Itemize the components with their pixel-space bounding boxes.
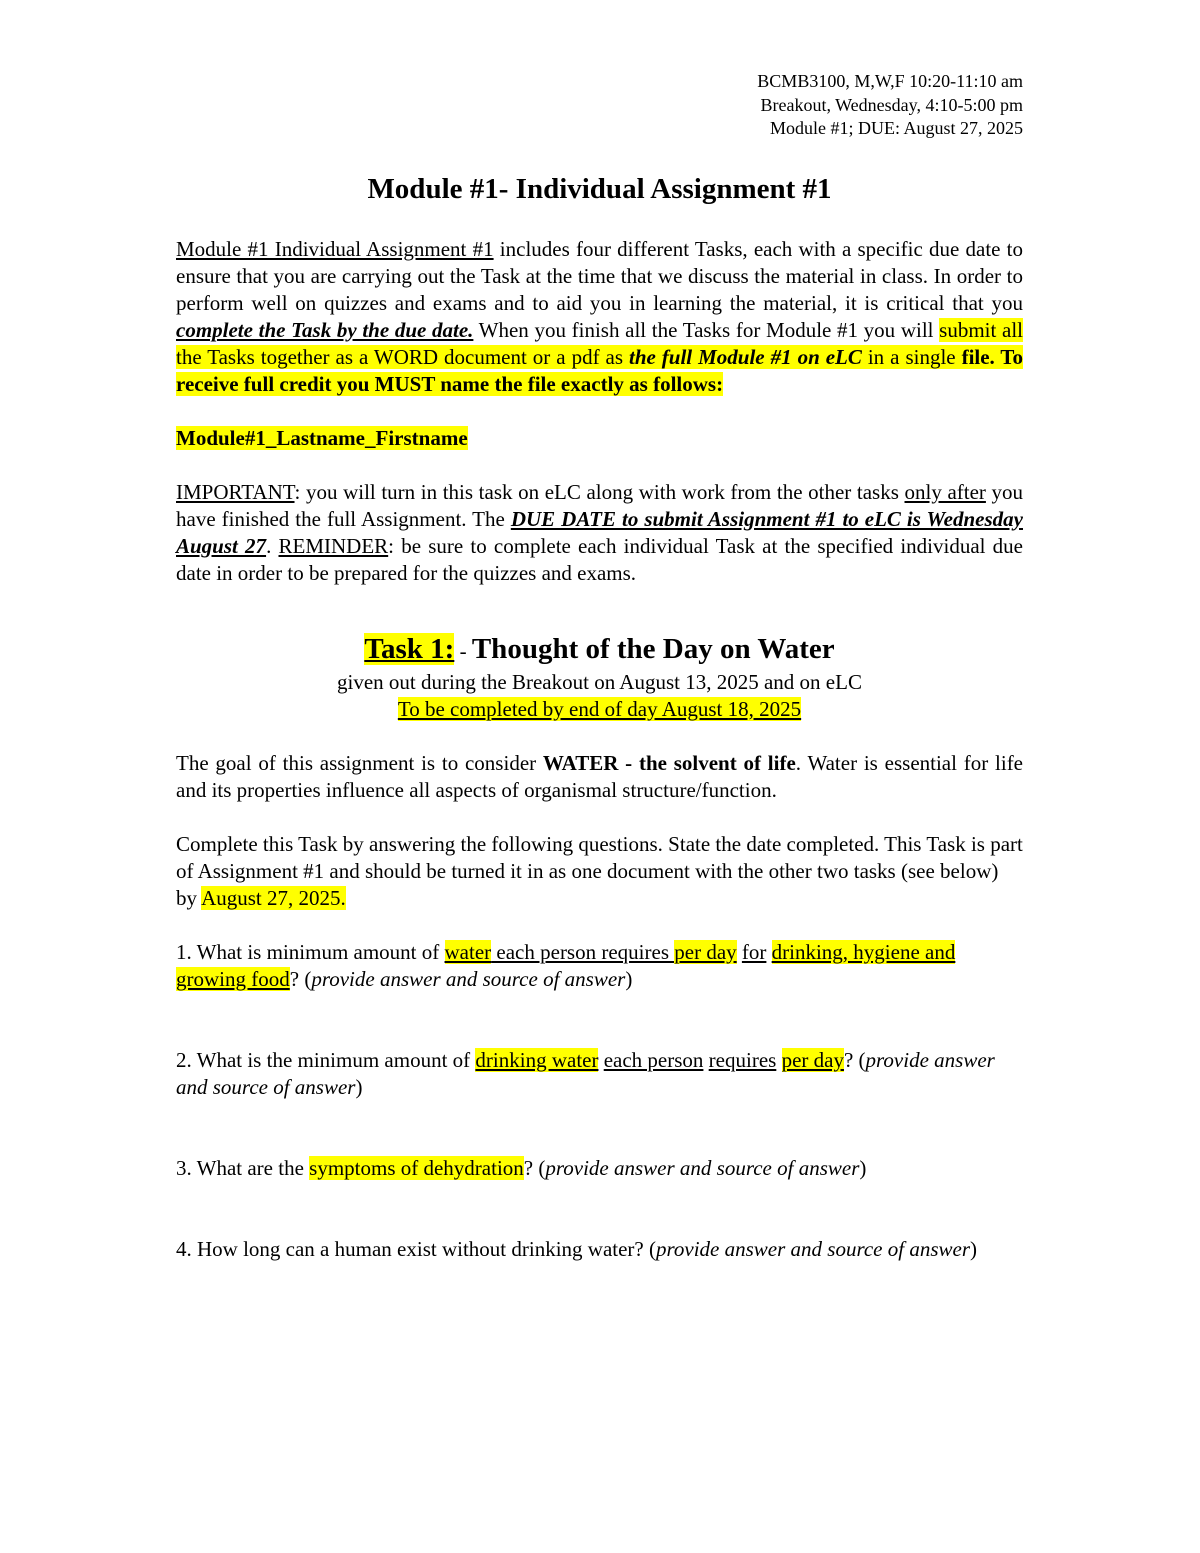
header-line-course: BCMB3100, M,W,F 10:20-11:10 am: [757, 71, 1023, 91]
important-paragraph: [176, 479, 1023, 587]
highlight-per-day: per day: [781, 1047, 844, 1072]
question-2: [176, 1047, 1023, 1101]
submission-due-date: DUE DATE to submit Assignment #1 to eLC is Wednesday August 27: [176, 506, 1023, 558]
highlight-full-module: the full Module #1 on eLC: [629, 344, 862, 369]
question-text: ): [355, 1074, 363, 1099]
highlight-text: in a single: [861, 344, 962, 369]
question-text: [776, 1048, 781, 1072]
page-title: Module #1- Individual Assignment #1: [367, 172, 832, 205]
answer-instruction: provide answer and source of answer: [311, 966, 626, 991]
reminder-label: REMINDER: [278, 533, 389, 558]
highlight-water: water: [444, 939, 492, 964]
task-due-line: [176, 696, 1023, 723]
goal-paragraph: [176, 750, 1023, 804]
task-title: Thought of the Day on Water: [471, 632, 835, 665]
important-text: .: [266, 533, 279, 558]
task-label: Task 1:: [364, 632, 455, 665]
question-text: 2. What is the minimum amount of: [176, 1047, 476, 1072]
goal-text: The goal of this assignment is to consider: [176, 750, 543, 775]
question-text: ): [859, 1155, 867, 1180]
question-text: ): [970, 1236, 977, 1261]
water-solvent-text: WATER - the solvent of life: [542, 750, 796, 775]
only-after-text: only after: [904, 479, 986, 504]
question-1: [176, 939, 1023, 993]
highlight-dehydration: symptoms of dehydration: [309, 1155, 524, 1180]
goal-text: . Water is essential for life and its properties influence all aspects of organismal structure/function.: [176, 750, 1024, 802]
intro-text: When you finish all the Tasks for Module #1 you will: [473, 317, 940, 342]
instructions-paragraph: [176, 831, 1023, 912]
due-date-emphasis: complete the Task by the due date.: [176, 317, 474, 342]
important-text: you have finished the full Assignment. The: [176, 479, 1024, 531]
instructions-text: Complete this Task by answering the following questions. State the date completed. This Task is part of Assignment #1 and should be turned it in as one document with the other two tasks (see below) by: [176, 831, 1023, 910]
question-3: [176, 1155, 1023, 1182]
question-text: 3. What are the: [176, 1155, 310, 1180]
due-date-highlight: August 27, 2025.: [201, 885, 346, 910]
question-text: ): [625, 966, 633, 991]
assignment-name: Module #1 Individual Assignment #1: [176, 236, 494, 261]
highlight-drinking-hygiene: drinking, hygiene and growing food: [176, 939, 956, 991]
answer-instruction: provide answer and source of answer: [176, 1047, 995, 1099]
question-text: 1. What is minimum amount of: [176, 939, 445, 964]
header-line-due: Module #1; DUE: August 27, 2025: [769, 118, 1023, 138]
question-text: ? (: [523, 1155, 546, 1180]
question-text: ? (: [289, 966, 312, 991]
answer-instruction: provide answer and source of answer: [655, 1236, 970, 1261]
header-line-breakout: Breakout, Wednesday, 4:10-5:00 pm: [760, 94, 1023, 115]
highlight-per-day: per day: [674, 939, 737, 964]
question-text: ? (: [843, 1047, 866, 1072]
filename-format: [176, 425, 1023, 452]
highlight-text: submit all the Tasks together as a WORD document or a pdf as: [176, 317, 1023, 369]
underlined-text: each person requires: [491, 939, 675, 964]
answer-instruction: provide answer and source of answer: [545, 1155, 860, 1180]
task-dash: -: [454, 638, 472, 663]
question-text: [766, 940, 771, 964]
important-text: : you will turn in this task on eLC along with work from the other tasks: [294, 479, 905, 504]
task-given-line: given out during the Breakout on August 13, 2025 and on eLC: [337, 669, 862, 694]
underlined-text: requires: [708, 1047, 777, 1072]
intro-text: includes four different Tasks, each with a specific due date to ensure that you are carrying out the Task at the time that we discuss the material in class. In order to perform well on quizzes and exams and to aid you in learning the material, it is critical that you: [176, 236, 1024, 315]
filename-text: Module#1_Lastname_Firstname: [176, 425, 468, 450]
question-4: [176, 1236, 1023, 1263]
task-heading: [176, 631, 1023, 669]
intro-paragraph: [176, 236, 1023, 398]
highlight-file-instruction: file. To receive full credit you MUST name the file exactly as follows:: [176, 344, 1023, 396]
course-header: [176, 70, 1023, 141]
important-text: : be sure to complete each individual Task at the specified individual due date in order to be prepared for the quizzes and exams.: [176, 533, 1024, 585]
underlined-text: for: [741, 939, 767, 964]
task-due-text: To be completed by end of day August 18, 2025: [397, 696, 802, 721]
question-text: 4. How long can a human exist without drinking water? (: [176, 1236, 656, 1261]
highlight-drinking-water: drinking water: [475, 1047, 599, 1072]
underlined-text: each person: [603, 1047, 704, 1072]
important-label: IMPORTANT: [176, 479, 295, 504]
